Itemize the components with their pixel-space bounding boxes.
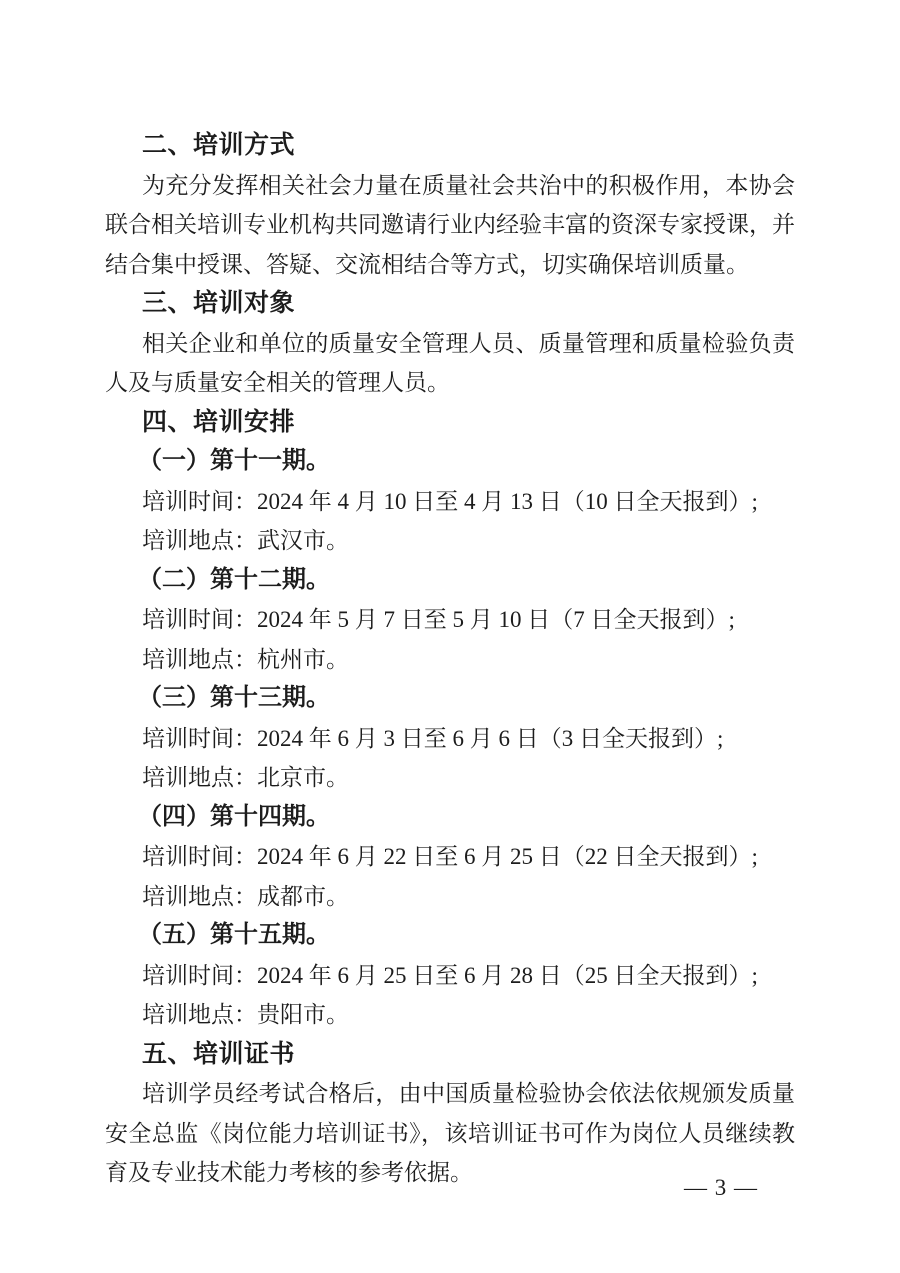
section-heading-training-schedule: 四、培训安排 (142, 407, 296, 436)
paragraph-line: 培训学员经考试合格后，由中国质量检验协会依法依规颁发质量 (142, 1081, 795, 1106)
page-number: — 3 — (684, 1175, 758, 1200)
item-heading-session-14: （四）第十四期。 (138, 803, 330, 830)
detail-line-location: 培训地点：北京市。 (142, 765, 349, 790)
paragraph-line: 联合相关培训专业机构共同邀请行业内经验丰富的资深专家授课，并 (105, 212, 795, 237)
section-heading-training-method: 二、培训方式 (142, 131, 296, 159)
item-heading-session-13: （三）第十三期。 (138, 685, 330, 711)
document-body (105, 126, 795, 1193)
detail-line-location: 培训地点：成都市。 (142, 883, 349, 909)
paragraph-line: 人及与质量安全相关的管理人员。 (105, 370, 450, 395)
section-heading-training-certificate: 五、培训证书 (142, 1039, 296, 1068)
paragraph-line: 相关企业和单位的质量安全管理人员、质量管理和质量检验负责 (142, 330, 795, 356)
detail-line-time: 培训时间：2024 年 6 月 22 日至 6 月 25 日（22 日全天报到）; (142, 844, 758, 869)
detail-line-location: 培训地点：贵阳市。 (142, 1002, 349, 1027)
detail-line-time: 培训时间：2024 年 5 月 7 日至 5 月 10 日（7 日全天报到）; (142, 607, 735, 632)
detail-line-time: 培训时间：2024 年 4 月 10 日至 4 月 13 日（10 日全天报到）; (142, 488, 758, 514)
paragraph-line: 育及专业技术能力考核的参考依据。 (105, 1160, 473, 1185)
paragraph-line: 结合集中授课、答疑、交流相结合等方式，切实确保培训质量。 (105, 251, 749, 277)
item-heading-session-11: （一）第十一期。 (138, 448, 330, 474)
detail-line-time: 培训时间：2024 年 6 月 3 日至 6 月 6 日（3 日全天报到）; (142, 725, 724, 751)
detail-line-location: 培训地点：武汉市。 (142, 528, 349, 553)
paragraph-line: 为充分发挥相关社会力量在质量社会共治中的积极作用，本协会 (142, 172, 795, 198)
detail-line-time: 培训时间：2024 年 6 月 25 日至 6 月 28 日（25 日全天报到）; (142, 962, 758, 988)
paragraph-line: 安全总监《岗位能力培训证书》，该培训证书可作为岗位人员继续教 (105, 1120, 795, 1146)
item-heading-session-15: （五）第十五期。 (138, 922, 330, 948)
section-heading-training-audience: 三、培训对象 (142, 289, 296, 317)
item-heading-session-12: （二）第十二期。 (138, 566, 330, 593)
detail-line-location: 培训地点：杭州市。 (142, 646, 349, 672)
